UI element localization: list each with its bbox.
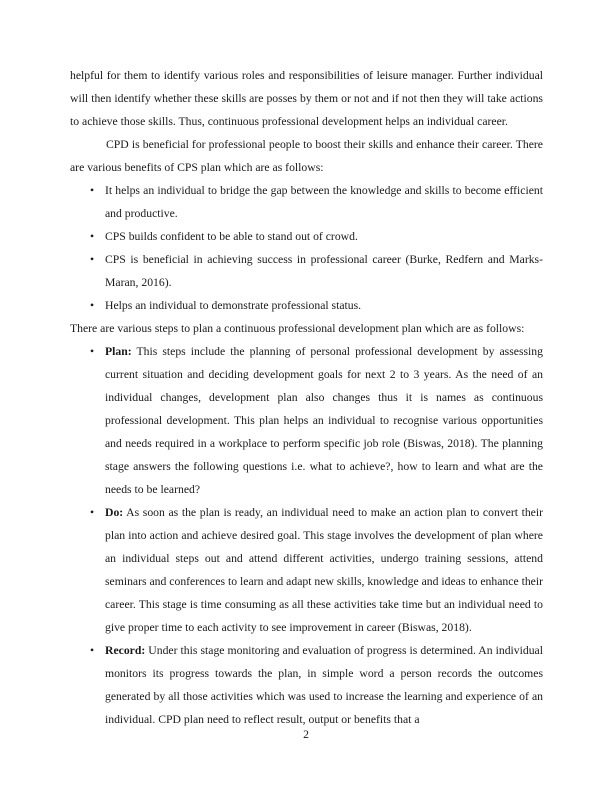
list-item-text: It helps an individual to bridge the gap between the knowledge and skills to become efficient and productive. — [105, 184, 543, 220]
bullet-icon: • — [90, 345, 95, 358]
step-text: This steps include the planning of personal professional development by assessing current situation and deciding development goals for next 2 to 3 years. As the need of an individual changes, development plan also changes thus it is names as continuous professional development. This plan helps an individual to recognise various opportunities and needs required in a workplace to perform specific job role (Biswas, 2018). The planning stage answers the following questions i.e. what to achieve?, how to learn and what are the needs to be learned? — [105, 345, 543, 496]
page-content — [70, 64, 543, 731]
steps-intro-paragraph: There are various steps to plan a continuous professional development plan which are as follows: — [70, 322, 525, 335]
list-item-text — [105, 501, 543, 639]
page-number: 2 — [303, 728, 309, 741]
bullet-icon: • — [90, 644, 95, 657]
bullet-icon: • — [90, 299, 95, 312]
list-item — [70, 639, 543, 731]
cpd-benefits-paragraph: CPD is beneficial for professional people to boost their skills and enhance their career. There are various benefits of CPS plan which are as follows: — [70, 138, 543, 174]
list-item-text — [105, 639, 543, 731]
bullet-icon: • — [90, 253, 95, 266]
list-item — [70, 225, 543, 248]
bullet-icon: • — [90, 230, 95, 243]
list-item-text — [105, 340, 543, 501]
step-label: Plan: — [105, 345, 132, 358]
step-text: Under this stage monitoring and evaluation of progress is determined. An individual monitors its progress towards the plan, in simple word a person records the outcomes generated by all those activities which was used to increase the learning and experience of an individual. CPD plan need to reflect result, output or benefits that a — [105, 644, 543, 726]
list-item-text: CPS is beneficial in achieving success in professional career (Burke, Redfern and Marks-Maran, 2016). — [105, 253, 543, 289]
list-item — [70, 340, 543, 501]
list-item — [70, 294, 543, 317]
list-item-text: CPS builds confident to be able to stand out of crowd. — [105, 230, 358, 243]
benefits-list — [70, 179, 543, 317]
bullet-icon: • — [90, 184, 95, 197]
step-label: Do: — [105, 506, 124, 519]
step-text: As soon as the plan is ready, an individual need to make an action plan to convert their plan into action and achieve desired goal. This stage involves the development of plan where an individual steps out and attend different activities, undergo training sessions, attend seminars and conferences to learn and adapt new skills, knowledge and ideas to enhance their career. This stage is time consuming as all these activities take time but an individual need to give proper time to each activity to see improvement in career (Biswas, 2018). — [105, 506, 543, 634]
list-item — [70, 179, 543, 225]
list-item-text: Helps an individual to demonstrate professional status. — [105, 299, 362, 312]
step-label: Record: — [105, 644, 146, 657]
bullet-icon: • — [90, 506, 95, 519]
list-item — [70, 248, 543, 294]
opening-paragraph: helpful for them to identify various roles and responsibilities of leisure manager. Further individual will then identify whether these skills are posses by them or not and if not then they will take actions to achieve those skills. Thus, continuous professional development helps an individual career. — [70, 69, 543, 128]
steps-list — [70, 340, 543, 731]
list-item — [70, 501, 543, 639]
